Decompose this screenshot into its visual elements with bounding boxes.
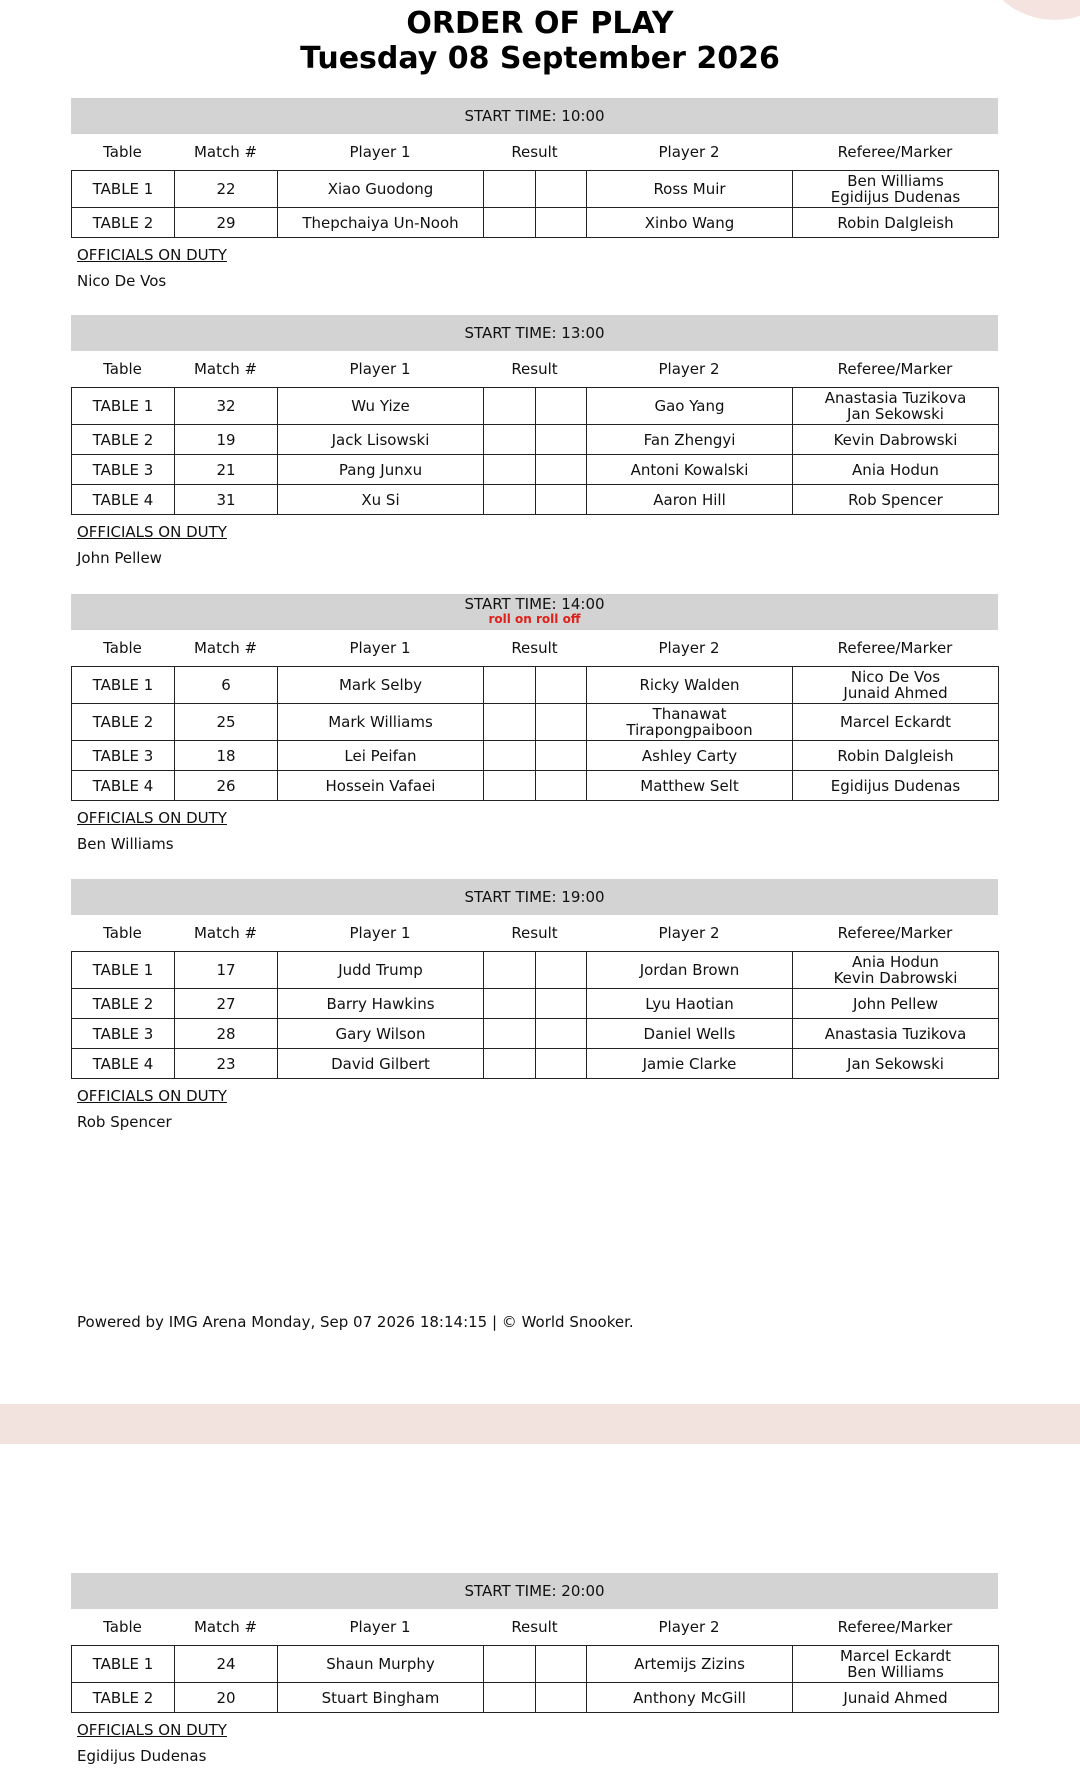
matches-table xyxy=(71,387,999,515)
referee-cell xyxy=(793,1646,999,1683)
match-row xyxy=(72,485,999,515)
result-player1-cell xyxy=(484,455,536,485)
column-header: Player 1 xyxy=(349,360,411,378)
start-time-band xyxy=(71,315,998,351)
officials-on-duty xyxy=(71,242,998,294)
table-cell: TABLE 1 xyxy=(72,388,175,425)
column-header: Referee/Marker xyxy=(837,1618,953,1636)
match-number-cell: 28 xyxy=(175,1019,278,1049)
column-header: Player 2 xyxy=(658,639,720,657)
column-header: Player 1 xyxy=(349,1618,411,1636)
referee-name: Marcel Eckardt xyxy=(839,713,952,731)
result-player2-cell xyxy=(536,771,587,801)
referee-cell xyxy=(793,1049,999,1079)
player2-cell: Lyu Haotian xyxy=(587,989,793,1019)
referee-name: Kevin Dabrowski xyxy=(833,430,958,449)
column-header: Player 1 xyxy=(349,924,411,942)
column-headers xyxy=(71,630,998,666)
table-cell: TABLE 4 xyxy=(72,485,175,515)
match-row xyxy=(72,771,999,801)
referee-name: Kevin Dabrowski xyxy=(833,969,958,987)
result-player2-cell xyxy=(536,425,587,455)
match-row xyxy=(72,208,999,238)
referee-cell xyxy=(793,771,999,801)
referee-name: Anastasia Tuzikova xyxy=(824,1024,967,1043)
column-header: Result xyxy=(511,360,558,378)
match-number-cell: 25 xyxy=(175,704,278,741)
player2-cell: Gao Yang xyxy=(587,388,793,425)
referee-cell xyxy=(793,989,999,1019)
referee-name: Ania Hodun xyxy=(852,953,939,971)
referee-name: Rob Spencer xyxy=(848,490,943,509)
match-row xyxy=(72,1019,999,1049)
referee-cell xyxy=(793,425,999,455)
match-number-cell: 31 xyxy=(175,485,278,515)
officials-on-duty xyxy=(71,1083,998,1135)
column-headers xyxy=(71,915,998,951)
match-number-cell: 17 xyxy=(175,952,278,989)
player2-cell: Anthony McGill xyxy=(587,1683,793,1713)
player2-cell: Aaron Hill xyxy=(587,485,793,515)
officials-label: OFFICIALS ON DUTY xyxy=(77,1721,227,1739)
player2-cell: Thanawat Tirapongpaiboon xyxy=(587,704,793,741)
referee-cell xyxy=(793,667,999,704)
officials-on-duty xyxy=(71,1717,998,1769)
referee-cell xyxy=(793,741,999,771)
referee-cell xyxy=(793,388,999,425)
column-header: Player 2 xyxy=(658,1618,720,1636)
page-date: Tuesday 08 September 2026 xyxy=(300,41,780,76)
table-cell: TABLE 2 xyxy=(72,425,175,455)
result-player2-cell xyxy=(536,952,587,989)
start-time-label: START TIME: 10:00 xyxy=(464,107,605,125)
column-headers xyxy=(71,1609,998,1645)
player1-cell: Barry Hawkins xyxy=(278,989,484,1019)
matches-table xyxy=(71,1645,999,1713)
column-header: Match # xyxy=(193,143,258,161)
match-number-cell: 32 xyxy=(175,388,278,425)
result-player2-cell xyxy=(536,208,587,238)
column-header: Player 1 xyxy=(349,639,411,657)
start-time-band xyxy=(71,594,998,630)
referee-name: Nico De Vos xyxy=(850,668,941,686)
match-number-cell: 21 xyxy=(175,455,278,485)
session-note: roll on roll off xyxy=(488,612,581,626)
column-header: Table xyxy=(103,639,142,657)
column-header: Player 2 xyxy=(658,143,720,161)
officials-name: Ben Williams xyxy=(77,835,174,853)
referee-name: Ben Williams xyxy=(847,172,944,190)
player2-cell: Antoni Kowalski xyxy=(587,455,793,485)
result-player1-cell xyxy=(484,771,536,801)
player1-cell: Wu Yize xyxy=(278,388,484,425)
result-player1-cell xyxy=(484,1019,536,1049)
match-number-cell: 23 xyxy=(175,1049,278,1079)
referee-name: Jan Sekowski xyxy=(847,1054,944,1073)
match-row xyxy=(72,704,999,741)
result-player1-cell xyxy=(484,952,536,989)
result-player2-cell xyxy=(536,1049,587,1079)
table-cell: TABLE 3 xyxy=(72,741,175,771)
referee-name: Anastasia Tuzikova xyxy=(824,389,967,407)
referee-name: Jan Sekowski xyxy=(847,405,944,423)
player1-cell: Mark Williams xyxy=(278,704,484,741)
table-cell: TABLE 1 xyxy=(72,1646,175,1683)
table-cell: TABLE 2 xyxy=(72,989,175,1019)
result-player1-cell xyxy=(484,1683,536,1713)
referee-cell xyxy=(793,1019,999,1049)
officials-name: Egidijus Dudenas xyxy=(77,1747,207,1765)
result-player1-cell xyxy=(484,741,536,771)
player2-cell: Matthew Selt xyxy=(587,771,793,801)
player2-cell: Daniel Wells xyxy=(587,1019,793,1049)
start-time-band xyxy=(71,98,998,134)
table-cell: TABLE 4 xyxy=(72,771,175,801)
match-number-cell: 26 xyxy=(175,771,278,801)
column-header: Result xyxy=(511,1618,558,1636)
table-cell: TABLE 1 xyxy=(72,667,175,704)
officials-name: Nico De Vos xyxy=(77,272,167,290)
referee-cell xyxy=(793,1683,999,1713)
player1-cell: Xu Si xyxy=(278,485,484,515)
column-header: Table xyxy=(103,924,142,942)
start-time-band xyxy=(71,879,998,915)
session-block xyxy=(71,1573,998,1769)
player2-cell: Ross Muir xyxy=(587,171,793,208)
player2-cell: Ashley Carty xyxy=(587,741,793,771)
referee-name: Ania Hodun xyxy=(852,460,939,479)
page-break-band xyxy=(0,1404,1080,1444)
referee-name: Egidijus Dudenas xyxy=(830,188,961,206)
result-player1-cell xyxy=(484,171,536,208)
result-player2-cell xyxy=(536,741,587,771)
referee-cell xyxy=(793,485,999,515)
result-player2-cell xyxy=(536,1019,587,1049)
result-player2-cell xyxy=(536,485,587,515)
match-row xyxy=(72,1049,999,1079)
referee-name: John Pellew xyxy=(853,994,938,1013)
result-player1-cell xyxy=(484,388,536,425)
referee-name: Egidijus Dudenas xyxy=(830,776,961,795)
officials-label: OFFICIALS ON DUTY xyxy=(77,809,227,827)
footer-credit: Powered by IMG Arena Monday, Sep 07 2026 18:14:15 | © World Snooker. xyxy=(77,1313,634,1331)
officials-name: Rob Spencer xyxy=(77,1113,172,1131)
table-cell: TABLE 2 xyxy=(72,208,175,238)
match-number-cell: 27 xyxy=(175,989,278,1019)
officials-label: OFFICIALS ON DUTY xyxy=(77,523,227,541)
player1-cell: Judd Trump xyxy=(278,952,484,989)
match-number-cell: 24 xyxy=(175,1646,278,1683)
matches-table xyxy=(71,170,999,238)
column-header: Result xyxy=(511,143,558,161)
referee-name: Ben Williams xyxy=(847,1663,944,1681)
player2-cell: Jamie Clarke xyxy=(587,1049,793,1079)
result-player2-cell xyxy=(536,1646,587,1683)
column-header: Match # xyxy=(193,1618,258,1636)
match-row xyxy=(72,741,999,771)
referee-cell xyxy=(793,455,999,485)
match-number-cell: 20 xyxy=(175,1683,278,1713)
player2-cell: Fan Zhengyi xyxy=(587,425,793,455)
player1-cell: Gary Wilson xyxy=(278,1019,484,1049)
result-player1-cell xyxy=(484,485,536,515)
start-time-label: START TIME: 19:00 xyxy=(464,888,605,906)
result-player1-cell xyxy=(484,989,536,1019)
start-time-label: START TIME: 14:00 xyxy=(464,595,605,613)
table-cell: TABLE 4 xyxy=(72,1049,175,1079)
session-block xyxy=(71,879,998,1135)
match-row xyxy=(72,667,999,704)
column-header: Referee/Marker xyxy=(837,639,953,657)
column-header: Referee/Marker xyxy=(837,924,953,942)
table-cell: TABLE 3 xyxy=(72,1019,175,1049)
column-header: Match # xyxy=(193,924,258,942)
column-header: Table xyxy=(103,360,142,378)
column-header: Result xyxy=(511,639,558,657)
table-cell: TABLE 1 xyxy=(72,952,175,989)
match-row xyxy=(72,388,999,425)
column-header: Table xyxy=(103,143,142,161)
referee-cell xyxy=(793,952,999,989)
table-cell: TABLE 2 xyxy=(72,1683,175,1713)
table-cell: TABLE 1 xyxy=(72,171,175,208)
column-header: Player 2 xyxy=(658,924,720,942)
player1-cell: Stuart Bingham xyxy=(278,1683,484,1713)
referee-name: Robin Dalgleish xyxy=(837,213,954,232)
match-row xyxy=(72,1646,999,1683)
match-number-cell: 19 xyxy=(175,425,278,455)
referee-name: Junaid Ahmed xyxy=(843,1688,948,1707)
match-row xyxy=(72,425,999,455)
matches-table xyxy=(71,666,999,801)
player2-cell: Xinbo Wang xyxy=(587,208,793,238)
column-header: Match # xyxy=(193,360,258,378)
player1-cell: Pang Junxu xyxy=(278,455,484,485)
table-cell: TABLE 2 xyxy=(72,704,175,741)
column-header: Referee/Marker xyxy=(837,143,953,161)
result-player2-cell xyxy=(536,388,587,425)
player1-cell: Hossein Vafaei xyxy=(278,771,484,801)
result-player2-cell xyxy=(536,989,587,1019)
referee-cell xyxy=(793,171,999,208)
officials-label: OFFICIALS ON DUTY xyxy=(77,246,227,264)
match-number-cell: 6 xyxy=(175,667,278,704)
column-header: Player 1 xyxy=(349,143,411,161)
column-header: Result xyxy=(511,924,558,942)
player1-cell: Shaun Murphy xyxy=(278,1646,484,1683)
session-block xyxy=(71,594,998,857)
player1-cell: Lei Peifan xyxy=(278,741,484,771)
column-header: Table xyxy=(103,1618,142,1636)
result-player2-cell xyxy=(536,171,587,208)
column-headers xyxy=(71,134,998,170)
match-row xyxy=(72,455,999,485)
officials-on-duty xyxy=(71,805,998,857)
officials-name: John Pellew xyxy=(77,549,162,567)
start-time-band xyxy=(71,1573,998,1609)
result-player1-cell xyxy=(484,704,536,741)
start-time-label: START TIME: 20:00 xyxy=(464,1582,605,1600)
result-player1-cell xyxy=(484,667,536,704)
table-cell: TABLE 3 xyxy=(72,455,175,485)
player1-cell: Mark Selby xyxy=(278,667,484,704)
column-header: Match # xyxy=(193,639,258,657)
match-number-cell: 29 xyxy=(175,208,278,238)
player1-cell: Thepchaiya Un-Nooh xyxy=(278,208,484,238)
player1-cell: Xiao Guodong xyxy=(278,171,484,208)
matches-table xyxy=(71,951,999,1079)
session-block xyxy=(71,98,998,294)
result-player1-cell xyxy=(484,208,536,238)
player2-cell: Artemijs Zizins xyxy=(587,1646,793,1683)
result-player2-cell xyxy=(536,1683,587,1713)
match-number-cell: 22 xyxy=(175,171,278,208)
column-header: Player 2 xyxy=(658,360,720,378)
session-block xyxy=(71,315,998,571)
referee-cell xyxy=(793,704,999,741)
column-headers xyxy=(71,351,998,387)
match-row xyxy=(72,171,999,208)
page-title: ORDER OF PLAY xyxy=(406,6,674,41)
result-player2-cell xyxy=(536,704,587,741)
result-player1-cell xyxy=(484,1646,536,1683)
match-row xyxy=(72,952,999,989)
player2-cell: Jordan Brown xyxy=(587,952,793,989)
result-player1-cell xyxy=(484,1049,536,1079)
match-row xyxy=(72,1683,999,1713)
referee-name: Robin Dalgleish xyxy=(837,746,954,765)
result-player2-cell xyxy=(536,667,587,704)
match-number-cell: 18 xyxy=(175,741,278,771)
referee-cell xyxy=(793,208,999,238)
player1-cell: Jack Lisowski xyxy=(278,425,484,455)
start-time-label: START TIME: 13:00 xyxy=(464,324,605,342)
player2-cell: Ricky Walden xyxy=(587,667,793,704)
referee-name: Marcel Eckardt xyxy=(839,1647,952,1665)
result-player1-cell xyxy=(484,425,536,455)
match-row xyxy=(72,989,999,1019)
referee-name: Junaid Ahmed xyxy=(843,684,948,702)
officials-label: OFFICIALS ON DUTY xyxy=(77,1087,227,1105)
result-player2-cell xyxy=(536,455,587,485)
column-header: Referee/Marker xyxy=(837,360,953,378)
player1-cell: David Gilbert xyxy=(278,1049,484,1079)
officials-on-duty xyxy=(71,519,998,571)
